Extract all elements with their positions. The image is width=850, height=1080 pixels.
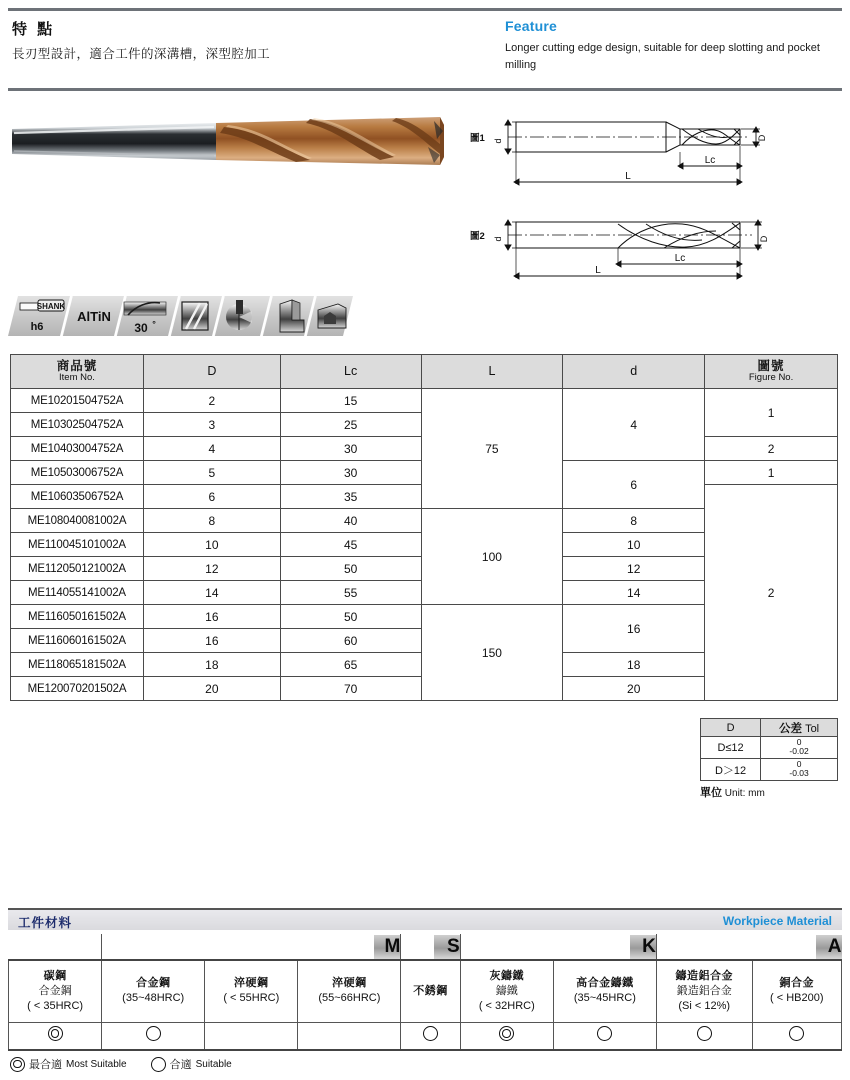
fig2-dim-D-label: D [759,235,769,243]
spec-cell-Lc: 60 [280,629,421,653]
material-name-line2: (35~45HRC) [573,992,636,1005]
group-letter: A [816,935,842,959]
feature-title-en: Feature [505,18,557,34]
legend-suitable-icon [151,1057,166,1072]
spec-cell-d: 16 [563,605,705,653]
material-rating-row [9,1022,842,1050]
two-flute-icon [182,302,208,330]
material-name-line1: 淬硬鋼 [234,977,269,990]
spec-cell-d: 10 [563,533,705,557]
spec-cell-Lc: 15 [280,389,421,413]
spec-cell-Lc: 25 [280,413,421,437]
spec-table-row [11,389,838,413]
material-rating-cell [9,1022,102,1050]
spec-cell-item: ME10503006752A [11,461,144,485]
material-rating-cell [656,1022,752,1050]
top-divider-rule [8,8,842,11]
tolerance-table [700,718,838,781]
spec-cell-figure: 2 [705,485,838,701]
spec-cell-D: 16 [143,605,280,629]
spec-cell-figure: 1 [705,461,838,485]
suitable-icon [146,1026,161,1041]
spec-cell-d: 8 [563,509,705,533]
material-name-cell [553,960,656,1022]
spec-cell-d: 14 [563,581,705,605]
feature-block-english [505,18,840,74]
spec-cell-d: 6 [563,461,705,509]
legend-label-en: Suitable [195,1058,232,1070]
svg-text:h6: h6 [30,321,44,333]
feature-icon-strip [8,294,353,338]
spec-cell-item: ME118065181502A [11,653,144,677]
workpiece-title-en: Workpiece Material [722,914,832,928]
spec-cell-d: 18 [563,653,705,677]
legend-label-cn: 最合適 [29,1059,62,1071]
fig2-label: 圖2 [470,231,485,242]
material-name-cell [205,960,298,1022]
spec-cell-figure: 2 [705,437,838,461]
tolerance-range: D＞12 [701,759,761,781]
tolerance-block [700,718,838,800]
material-name-line2: 鍛造鋁合金 [676,984,732,997]
legend-label-en: Most Suitable [66,1058,127,1070]
spec-cell-D: 3 [143,413,280,437]
spec-cell-item: ME112050121002A [11,557,144,581]
spec-cell-D: 16 [143,629,280,653]
svg-text:SHANK: SHANK [36,302,66,311]
spec-cell-d: 12 [563,557,705,581]
spec-cell-Lc: 30 [280,437,421,461]
suitable-icon [423,1026,438,1041]
material-name-line1: 淬硬鋼 [332,977,367,990]
fig2-dim-Lc-label: Lc [674,253,686,264]
spec-cell-item: ME10302504752A [11,413,144,437]
tolerance-row [701,737,838,759]
spec-header-item: 商品號 Item No. [11,355,144,389]
material-name-line3: ( < 35HRC) [27,999,84,1012]
tolerance-header-row [701,719,838,737]
most-suitable-icon [48,1026,63,1041]
material-name-line1: 不銹鋼 [413,984,448,997]
material-rating-cell [102,1022,205,1050]
fig1-dim-d-label: d [493,138,503,144]
material-group-badge-m [102,934,401,960]
suitable-icon [697,1026,712,1041]
spec-cell-item: ME110045101002A [11,533,144,557]
spec-cell-L: 150 [421,605,563,701]
tolerance-value: 0 -0.02 [761,737,838,759]
tolerance-value: 0 -0.03 [761,759,838,781]
spec-cell-d: 20 [563,677,705,701]
material-name-line1: 灰鑄鐵 [489,969,525,982]
suitable-icon [789,1026,804,1041]
suitability-legend [10,1056,232,1072]
fig2-dim-L-label: L [595,265,601,276]
feature-title-cn: 特 點 [12,21,56,38]
spec-header-L: L [421,355,563,389]
fig1-dim-L-label: L [625,171,631,182]
workpiece-material-table [8,934,842,1051]
spec-table-head [11,355,838,389]
altin-coating-icon [77,309,111,324]
spec-cell-D: 14 [143,581,280,605]
material-group-row [9,934,842,960]
material-rating-cell [752,1022,841,1050]
material-name-line1: 合金鋼 [135,977,171,990]
fig2-dim-d-label: d [493,236,503,242]
material-name-line1: 高合金鑄鐵 [576,977,634,990]
spec-cell-D: 10 [143,533,280,557]
group-letter: K [630,935,656,959]
material-name-cell [656,960,752,1022]
spec-cell-item: ME116050161502A [11,605,144,629]
material-name-line2: (35~48HRC) [122,992,185,1005]
material-name-line2: (55~66HRC) [318,992,381,1005]
suitable-icon [597,1026,612,1041]
material-name-line3: (Si < 12%) [678,999,731,1012]
feature-body-en: Longer cutting edge design, suitable for deep slotting and pocket milling [505,42,820,72]
product-photo-endmill [10,113,445,171]
material-name-line2: 合金鋼 [38,984,72,997]
technical-drawing-figure-2 [468,204,846,284]
material-group-badge-s [401,934,460,960]
material-name-line2: ( < HB200) [770,992,824,1005]
spec-cell-D: 8 [143,509,280,533]
technical-drawing-figure-1 [468,104,846,192]
material-rating-cell [460,1022,553,1050]
spec-cell-item: ME10603506752A [11,485,144,509]
material-name-row [9,960,842,1022]
spec-cell-L: 75 [421,389,563,509]
spec-cell-item: ME114055141002A [11,581,144,605]
tolerance-unit-note [700,784,838,800]
spec-cell-Lc: 55 [280,581,421,605]
material-rating-cell [401,1022,460,1050]
workpiece-material-header [8,908,842,930]
spec-cell-d: 4 [563,389,705,461]
spec-cell-item: ME108040081002A [11,509,144,533]
spec-cell-Lc: 70 [280,677,421,701]
most-suitable-icon [499,1026,514,1041]
spec-header-figure: 圖號 Figure No. [705,355,838,389]
unit-label-cn: 單位 [700,787,722,799]
spec-cell-Lc: 65 [280,653,421,677]
spec-header-D: D [143,355,280,389]
spec-table-body [11,389,838,701]
spec-cell-Lc: 50 [280,605,421,629]
spec-cell-item: ME120070201502A [11,677,144,701]
workpiece-title-cn: 工件材料 [18,916,73,930]
material-name-line1: 碳鋼 [43,969,67,982]
svg-text:AlTiN: AlTiN [77,309,111,324]
material-group-badge-none [9,934,102,960]
svg-text:30: 30 [134,321,148,335]
spec-cell-D: 20 [143,677,280,701]
material-rating-cell [553,1022,656,1050]
spec-cell-Lc: 45 [280,533,421,557]
spec-cell-item: ME10201504752A [11,389,144,413]
tolerance-header-d: D [701,719,761,737]
spec-header-row [11,355,838,389]
spec-cell-D: 5 [143,461,280,485]
specification-table [10,354,838,701]
material-group-badge-k [460,934,656,960]
material-name-cell [460,960,553,1022]
material-name-line2: ( < 55HRC) [223,992,280,1005]
material-rating-cell [298,1022,401,1050]
tolerance-header-tol: 公差 Tol [761,719,838,737]
spec-cell-D: 6 [143,485,280,509]
tolerance-row [701,759,838,781]
legend-label-cn: 合適 [169,1059,192,1071]
material-name-line1: 銅合金 [779,977,815,990]
feature-block-chinese [12,18,482,64]
spec-cell-item: ME10403004752A [11,437,144,461]
spec-cell-D: 4 [143,437,280,461]
material-name-cell [102,960,205,1022]
group-letter: S [434,935,460,959]
material-name-line3: ( < 32HRC) [478,999,535,1012]
tolerance-range: D≤12 [701,737,761,759]
feature-bottom-rule [8,88,842,91]
group-letter: M [374,935,400,959]
spec-cell-Lc: 35 [280,485,421,509]
material-name-cell [298,960,401,1022]
material-name-cell [752,960,841,1022]
fig1-label: 圖1 [470,133,485,144]
svg-text:°: ° [152,319,156,329]
feature-body-cn: 長刃型設計，適合工件的深溝槽，深型腔加工 [12,47,271,61]
tolerance-table-body [701,737,838,781]
spec-cell-Lc: 30 [280,461,421,485]
spec-cell-item: ME116060161502A [11,629,144,653]
spec-cell-D: 12 [143,557,280,581]
spec-cell-Lc: 40 [280,509,421,533]
spec-cell-L: 100 [421,509,563,605]
material-name-cell [401,960,460,1022]
spec-header-Lc: Lc [280,355,421,389]
spec-cell-D: 2 [143,389,280,413]
spec-cell-figure: 1 [705,389,838,437]
spec-header-d: d [563,355,705,389]
material-name-line2: 鑄鐵 [495,984,518,997]
spec-cell-D: 18 [143,653,280,677]
fig1-dim-Lc-label: Lc [704,155,716,166]
unit-label-en: Unit: mm [724,788,765,799]
material-name-line1: 鑄造鋁合金 [675,969,733,982]
material-name-cell [9,960,102,1022]
spec-cell-Lc: 50 [280,557,421,581]
material-rating-cell [205,1022,298,1050]
legend-most-suitable-icon [10,1057,25,1072]
material-group-badge-a [656,934,841,960]
fig1-dim-D-label: D [757,134,767,142]
